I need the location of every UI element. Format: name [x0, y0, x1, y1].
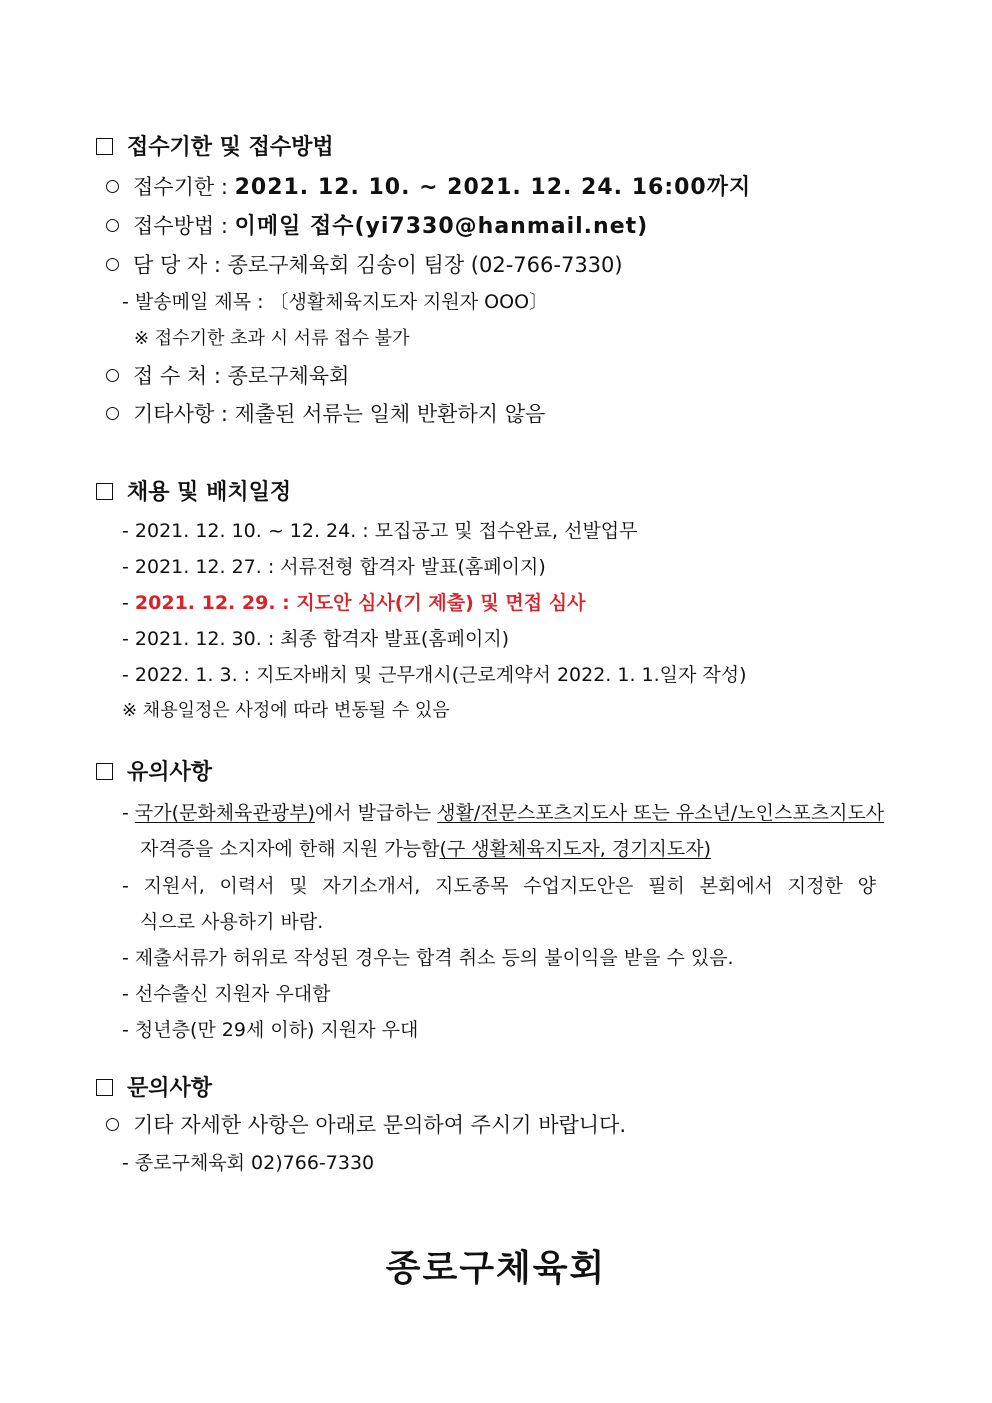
- contact-value: 종로구체육회 김송이 팀장 (02-766-7330): [227, 253, 623, 277]
- circle-bullet-icon: [106, 180, 119, 193]
- deadline-row: 접수기한 : 2021. 12. 10. ~ 2021. 12. 24. 16:00까지: [106, 172, 751, 202]
- section-title-schedule: 채용 및 배치일정: [96, 478, 291, 508]
- circle-bullet-icon: [106, 369, 119, 382]
- section-title-caution: 유의사항: [96, 758, 212, 788]
- caution-item-cont: 식으로 사용하기 바람.: [140, 911, 324, 933]
- caution-item: - 제출서류가 허위로 작성된 경우는 합격 취소 등의 불이익을 받을 수 있음.: [122, 947, 734, 969]
- checkbox-square-icon: [96, 138, 113, 155]
- section-title-receipt: 접수기한 및 접수방법: [96, 133, 334, 163]
- method-row: 접수방법 : 이메일 접수(yi7330@hanmail.net): [106, 211, 648, 241]
- circle-bullet-icon: [106, 258, 119, 271]
- caution-item-cont: 자격증을 소지자에 한해 지원 가능함(구 생활체육지도자, 경기지도자): [140, 838, 712, 860]
- schedule-item: - 2021. 12. 10. ~ 12. 24. : 모집공고 및 접수완료, 선발업무: [122, 520, 638, 542]
- deadline-value: 2021. 12. 10. ~ 2021. 12. 24. 16:00까지: [234, 175, 752, 200]
- method-value: 이메일 접수(yi7330@hanmail.net): [234, 214, 649, 239]
- organization-footer: 종로구체육회: [385, 1248, 607, 1289]
- caution-item: - 청년층(만 29세 이하) 지원자 우대: [122, 1019, 419, 1041]
- inquiry-row: 기타 자세한 사항은 아래로 문의하여 주시기 바랍니다.: [106, 1110, 626, 1140]
- circle-bullet-icon: [106, 219, 119, 232]
- place-row: 접 수 처 : 종로구체육회: [106, 361, 349, 391]
- checkbox-square-icon: [96, 763, 113, 780]
- checkbox-square-icon: [96, 1079, 113, 1096]
- mail-subject-line: - 발송메일 제목 : 〔생활체육지도자 지원자 OOO〕: [122, 291, 549, 313]
- inquiry-contact: - 종로구체육회 02)766-7330: [122, 1152, 375, 1174]
- late-note: ※ 접수기한 초과 시 서류 접수 불가: [134, 328, 410, 349]
- schedule-item-highlight: - 2021. 12. 29. : 지도안 심사(기 제출) 및 면접 심사: [122, 592, 586, 614]
- contact-row: 담 당 자 : 종로구체육회 김송이 팀장 (02-766-7330): [106, 250, 623, 280]
- circle-bullet-icon: [106, 407, 119, 420]
- section-title-inquiry: 문의사항: [96, 1074, 212, 1104]
- schedule-item: - 2021. 12. 27. : 서류전형 합격자 발표(홈페이지): [122, 556, 546, 578]
- caution-item: - 지원서, 이력서 및 자기소개서, 지도종목 수업지도안은 필히 본회에서 지정한 양: [122, 875, 876, 897]
- schedule-item: - 2022. 1. 3. : 지도자배치 및 근무개시(근로계약서 2022. 1. 1.일자 작성): [122, 664, 747, 686]
- caution-item: - 선수출신 지원자 우대함: [122, 983, 331, 1005]
- schedule-note: ※ 채용일정은 사정에 따라 변동될 수 있음: [122, 700, 450, 721]
- caution-item: - 국가(문화체육관광부)에서 발급하는 생활/전문스포츠지도사 또는 유소년/노인스포츠지도사: [122, 802, 885, 824]
- checkbox-square-icon: [96, 483, 113, 500]
- etc-row: 기타사항 : 제출된 서류는 일체 반환하지 않음: [106, 399, 545, 429]
- circle-bullet-icon: [106, 1118, 119, 1131]
- schedule-item: - 2021. 12. 30. : 최종 합격자 발표(홈페이지): [122, 628, 510, 650]
